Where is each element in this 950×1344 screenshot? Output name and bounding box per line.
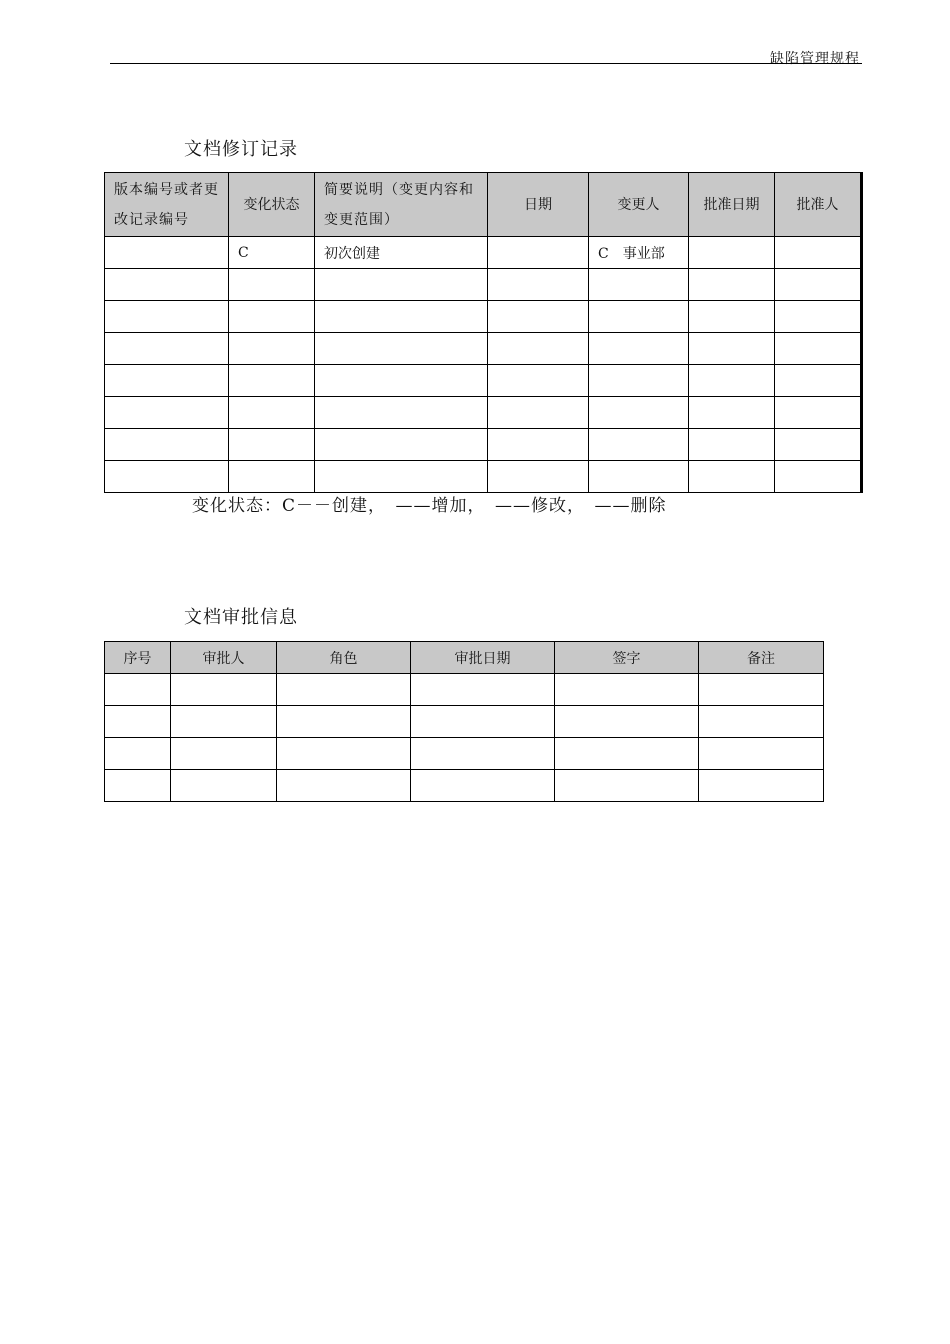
table-cell: C 事业部 bbox=[589, 237, 689, 269]
table-row bbox=[105, 333, 862, 365]
table-cell bbox=[699, 770, 824, 802]
approval-header-row bbox=[105, 642, 824, 674]
table-cell bbox=[689, 269, 775, 301]
table-cell bbox=[229, 333, 315, 365]
table-cell bbox=[775, 397, 862, 429]
table-cell bbox=[105, 365, 229, 397]
column-header: 签字 bbox=[555, 642, 699, 674]
table-cell bbox=[689, 397, 775, 429]
table-cell bbox=[689, 461, 775, 493]
table-cell bbox=[589, 333, 689, 365]
column-header: 序号 bbox=[105, 642, 171, 674]
table-cell bbox=[171, 706, 277, 738]
table-cell bbox=[411, 770, 555, 802]
header-rule bbox=[110, 63, 862, 64]
table-cell bbox=[488, 333, 589, 365]
document-header-title: 缺陷管理规程 bbox=[770, 51, 860, 67]
table-cell bbox=[171, 674, 277, 706]
table-cell bbox=[555, 738, 699, 770]
table-cell bbox=[315, 333, 488, 365]
table-cell bbox=[105, 301, 229, 333]
column-header: 审批日期 bbox=[411, 642, 555, 674]
approval-table bbox=[104, 641, 824, 802]
table-cell bbox=[105, 429, 229, 461]
table-cell bbox=[488, 237, 589, 269]
table-cell bbox=[488, 397, 589, 429]
table-row bbox=[105, 738, 824, 770]
table-cell bbox=[589, 301, 689, 333]
table-cell bbox=[229, 397, 315, 429]
table-cell bbox=[315, 301, 488, 333]
table-cell bbox=[689, 365, 775, 397]
column-header: 简要说明（变更内容和变更范围） bbox=[315, 173, 488, 237]
table-cell bbox=[315, 269, 488, 301]
table-cell bbox=[699, 674, 824, 706]
table-cell bbox=[488, 301, 589, 333]
table-cell bbox=[589, 365, 689, 397]
table-cell bbox=[229, 461, 315, 493]
table-cell bbox=[105, 461, 229, 493]
table-cell bbox=[229, 429, 315, 461]
table-cell bbox=[775, 333, 862, 365]
change-status-legend: 变化状态：C－－创建， ——增加， ——修改， ——删除 bbox=[192, 496, 667, 516]
table-cell bbox=[277, 770, 411, 802]
table-cell bbox=[411, 674, 555, 706]
table-cell bbox=[488, 429, 589, 461]
table-cell bbox=[699, 738, 824, 770]
table-cell bbox=[689, 429, 775, 461]
column-header: 审批人 bbox=[171, 642, 277, 674]
table-cell bbox=[775, 461, 862, 493]
table-cell bbox=[689, 237, 775, 269]
table-row bbox=[105, 461, 862, 493]
table-cell bbox=[488, 365, 589, 397]
table-cell bbox=[229, 301, 315, 333]
table-cell bbox=[589, 429, 689, 461]
table-cell bbox=[277, 706, 411, 738]
table-cell bbox=[488, 461, 589, 493]
column-header: 备注 bbox=[699, 642, 824, 674]
table-cell bbox=[315, 397, 488, 429]
table-cell bbox=[488, 269, 589, 301]
table-cell bbox=[775, 365, 862, 397]
table-cell bbox=[589, 269, 689, 301]
revision-header-row bbox=[105, 173, 862, 237]
column-header: 版本编号或者更改记录编号 bbox=[105, 173, 229, 237]
table-cell bbox=[277, 674, 411, 706]
column-header: 日期 bbox=[488, 173, 589, 237]
column-header: 批准日期 bbox=[689, 173, 775, 237]
table-cell bbox=[555, 770, 699, 802]
table-cell bbox=[699, 706, 824, 738]
table-cell: C bbox=[229, 237, 315, 269]
table-row bbox=[105, 706, 824, 738]
table-cell bbox=[105, 738, 171, 770]
column-header: 变化状态 bbox=[229, 173, 315, 237]
table-cell bbox=[105, 706, 171, 738]
revision-table bbox=[104, 172, 863, 493]
table-cell bbox=[775, 429, 862, 461]
column-header: 角色 bbox=[277, 642, 411, 674]
table-cell bbox=[775, 301, 862, 333]
table-cell bbox=[555, 674, 699, 706]
table-cell bbox=[105, 237, 229, 269]
approval-section-title: 文档审批信息 bbox=[184, 607, 298, 628]
table-cell bbox=[171, 770, 277, 802]
table-cell: 初次创建 bbox=[315, 237, 488, 269]
table-cell bbox=[411, 738, 555, 770]
table-cell bbox=[689, 301, 775, 333]
table-cell bbox=[229, 269, 315, 301]
table-cell bbox=[171, 738, 277, 770]
table-row bbox=[105, 770, 824, 802]
table-cell bbox=[411, 706, 555, 738]
table-row bbox=[105, 365, 862, 397]
table-cell bbox=[229, 365, 315, 397]
revision-section-title: 文档修订记录 bbox=[184, 139, 298, 160]
table-cell bbox=[315, 429, 488, 461]
table-cell bbox=[689, 333, 775, 365]
table-cell bbox=[105, 674, 171, 706]
table-cell bbox=[555, 706, 699, 738]
table-row bbox=[105, 429, 862, 461]
table-cell bbox=[315, 365, 488, 397]
table-cell bbox=[589, 397, 689, 429]
column-header: 批准人 bbox=[775, 173, 862, 237]
table-row bbox=[105, 237, 862, 269]
table-cell bbox=[315, 461, 488, 493]
table-cell bbox=[105, 269, 229, 301]
table-row bbox=[105, 269, 862, 301]
table-cell bbox=[775, 237, 862, 269]
table-cell bbox=[105, 770, 171, 802]
column-header: 变更人 bbox=[589, 173, 689, 237]
table-cell bbox=[775, 269, 862, 301]
table-cell bbox=[277, 738, 411, 770]
table-cell bbox=[105, 333, 229, 365]
table-cell bbox=[589, 461, 689, 493]
table-row bbox=[105, 397, 862, 429]
table-row bbox=[105, 674, 824, 706]
table-cell bbox=[105, 397, 229, 429]
table-row bbox=[105, 301, 862, 333]
